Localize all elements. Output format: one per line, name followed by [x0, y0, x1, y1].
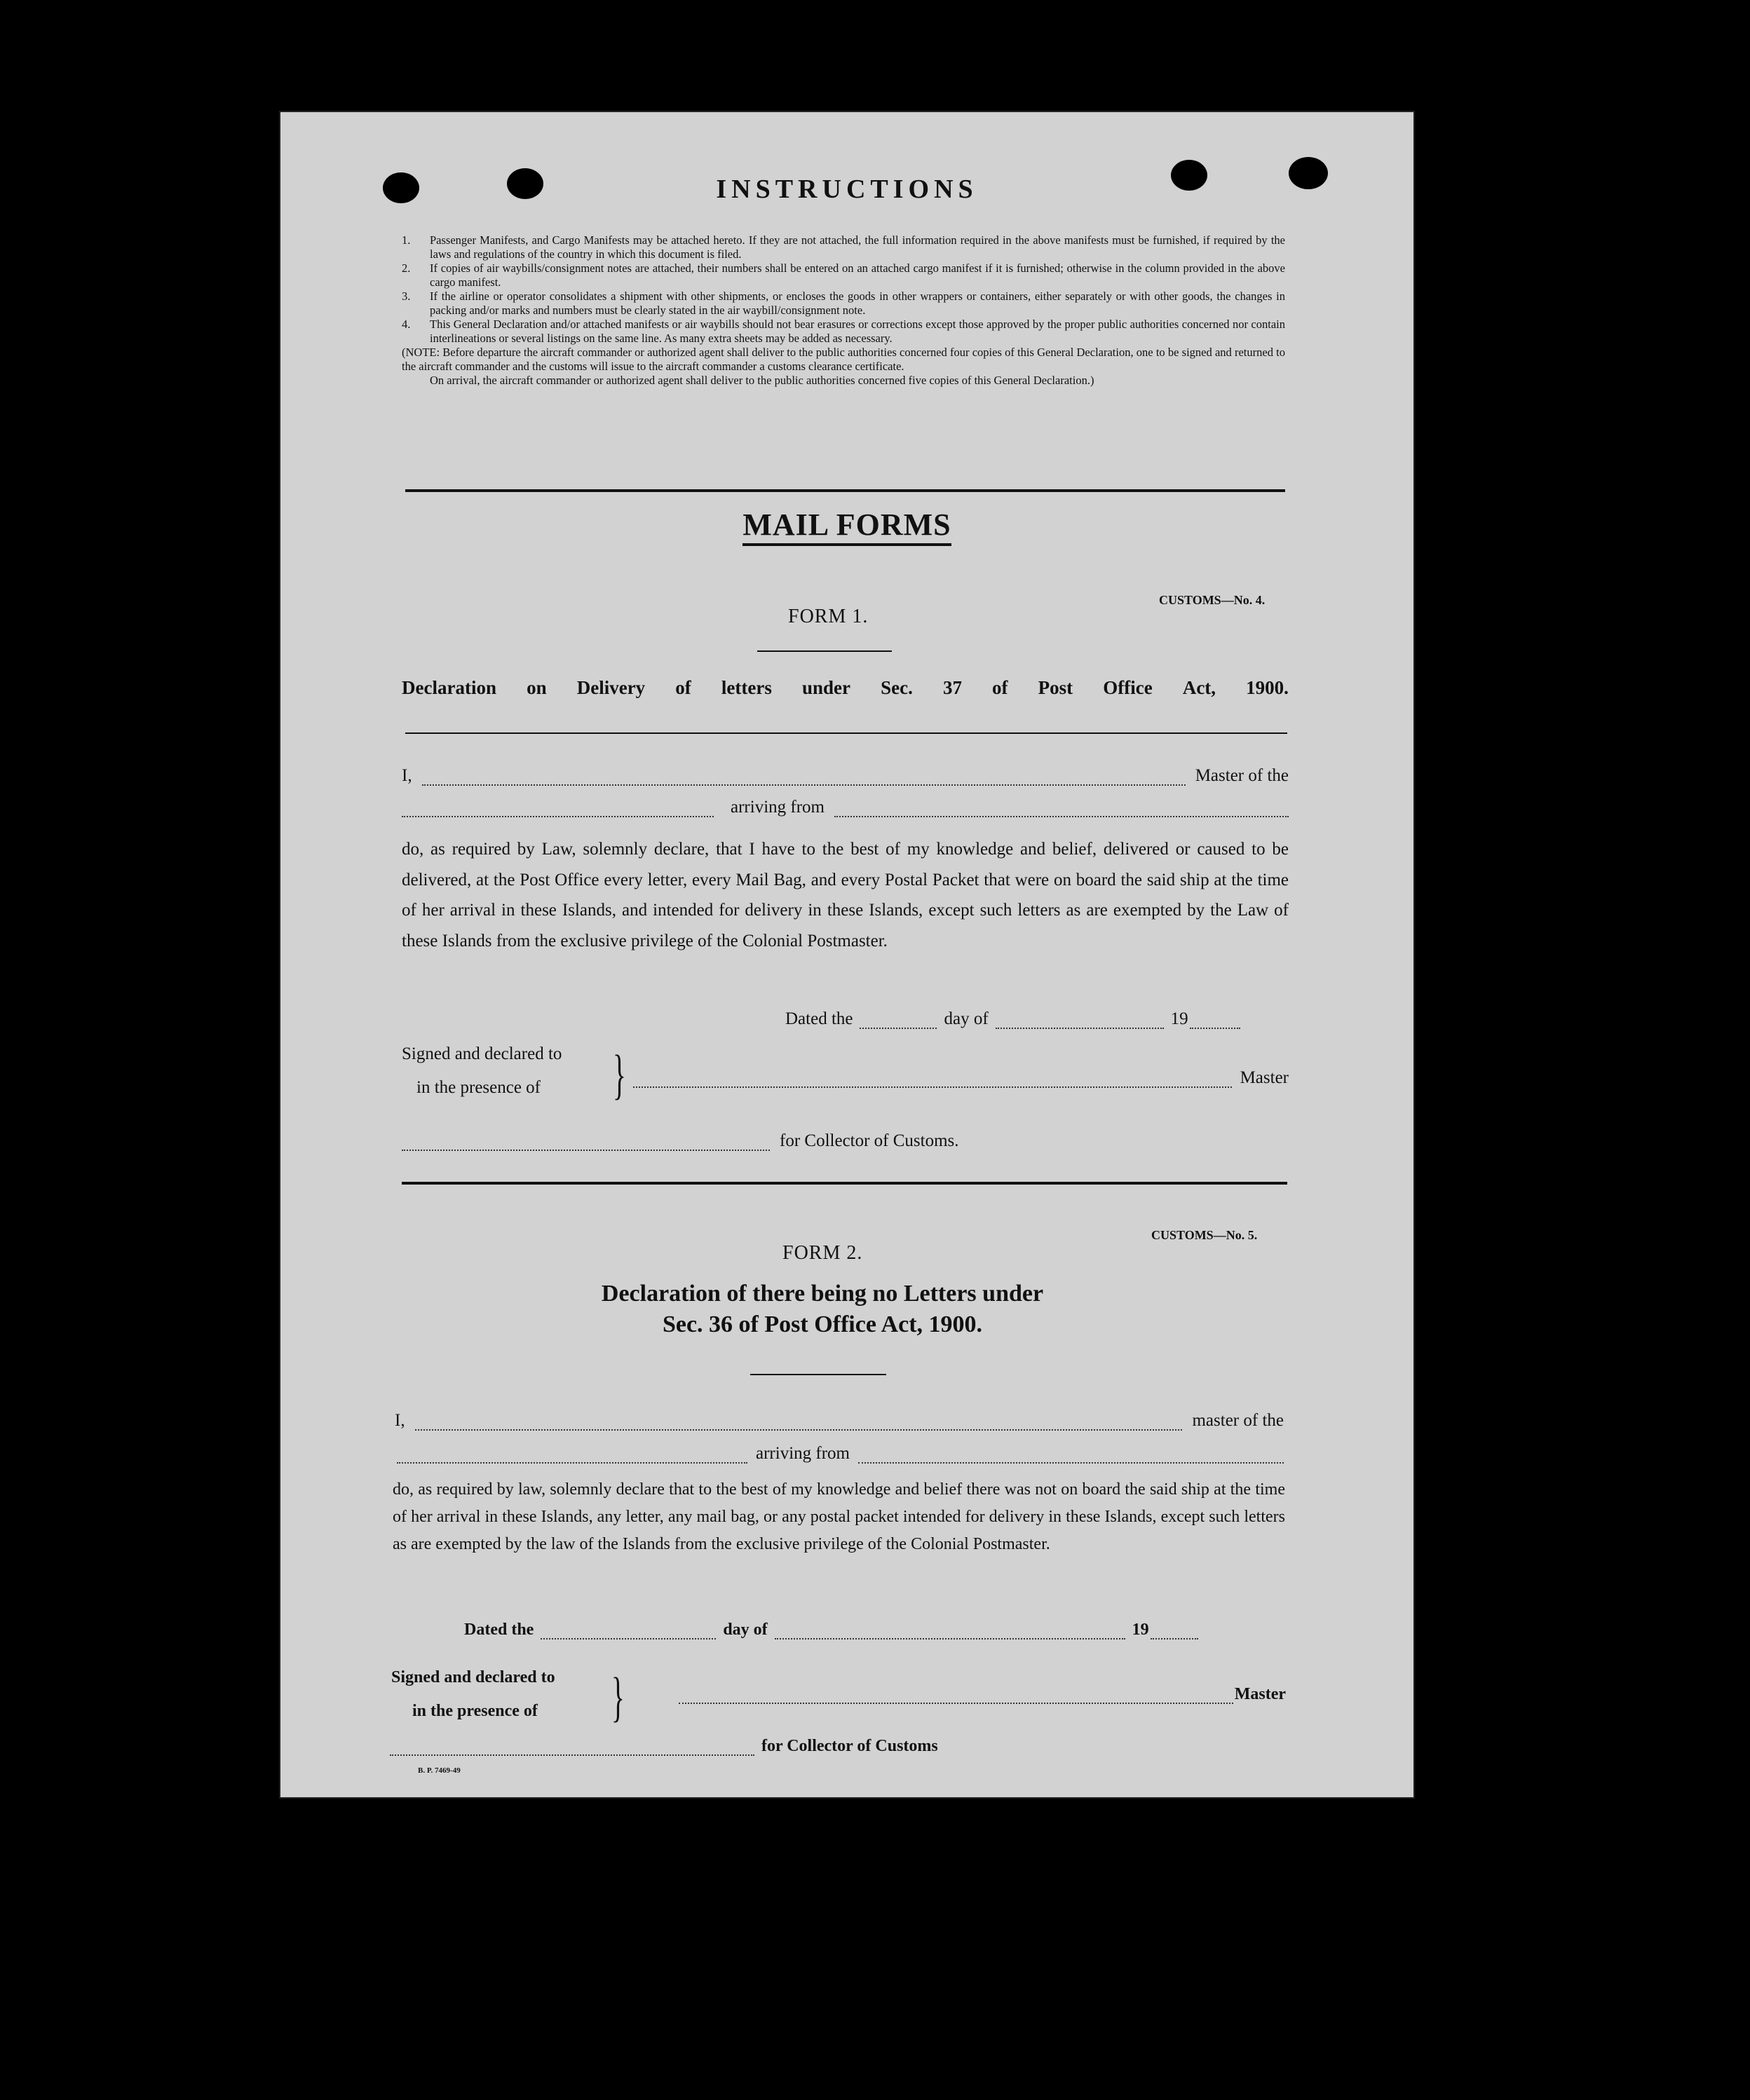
- master-signature-field[interactable]: [633, 1074, 1232, 1088]
- form2-heading: FORM 2.: [782, 1242, 863, 1264]
- document-page: [279, 111, 1415, 1799]
- instruction-item: 3. If the airline or operator consolidates a shipment with other shipments, or encloses the goods in other wrappers or containers, either separately or with other goods, the changes in packing and/or marks and numbers must be clearly stated in the air waybill/consignment note.: [402, 289, 1285, 317]
- form2-arriving-line: arriving from: [397, 1444, 1284, 1464]
- form1-body: do, as required by Law, solemnly declare, that I have to the best of my knowledge and belief, delivered or caused to be delivered, at the Post Office every letter, every Mail Bag, and every Postal Packet that were on board the said ship at the time of her arrival in these Islands, and intended for delivery in these Islands, except such letters as are exempted by the Law of these Islands from the exclusive privilege of the Colonial Postmaster.: [402, 840, 1289, 950]
- form2-master-signature-line: Master: [679, 1685, 1286, 1704]
- day-field[interactable]: [860, 1015, 937, 1029]
- form2-collector-line: for Collector of Customs: [390, 1737, 938, 1756]
- arriving-from-field[interactable]: [858, 1450, 1284, 1464]
- form1-declaration-title: Declaration on Delivery of letters under Sec. 37 of Post Office Act, 1900.: [402, 677, 1289, 698]
- form1-customs-number: CUSTOMS—No. 4.: [1159, 593, 1266, 607]
- arriving-from-field[interactable]: [834, 803, 1289, 817]
- form2-dated-line: Dated the day of 19: [464, 1621, 1286, 1639]
- instruction-item: 4. This General Declaration and/or attached manifests or air waybills should not bear erasures or corrections except those approved by the proper public authorities concerned nor contain interlineations or several listings on the same line. As many extra sheets may be added as necessary.: [402, 318, 1285, 345]
- month-field[interactable]: [775, 1625, 1125, 1639]
- brace: }: [611, 1666, 625, 1727]
- divider: [750, 1374, 886, 1375]
- mail-forms-title: MAIL FORMS: [279, 507, 1415, 543]
- instructions-list: [402, 233, 1285, 388]
- ship-name-field[interactable]: [397, 1450, 747, 1464]
- collector-signature-field[interactable]: [402, 1137, 770, 1151]
- print-code: B. P. 7469-49: [418, 1766, 461, 1775]
- form1-master-line: I, Master of the: [402, 766, 1289, 785]
- year-field[interactable]: [1190, 1015, 1240, 1029]
- form2-signed-label: Signed and declared to: [391, 1668, 555, 1686]
- instructions-title: INSTRUCTIONS: [716, 175, 978, 204]
- divider: [757, 650, 892, 652]
- divider: [402, 1182, 1287, 1185]
- master-name-field[interactable]: [422, 772, 1186, 786]
- divider: [405, 489, 1285, 492]
- master-signature-field[interactable]: [679, 1690, 1233, 1704]
- form1-signed-label: Signed and declared to: [402, 1044, 562, 1063]
- form2-customs-number: CUSTOMS—No. 5.: [1151, 1228, 1258, 1242]
- instruction-note-2: On arrival, the aircraft commander or authorized agent shall deliver to the public authorities concerned five copies of this General Declaration.): [430, 374, 1094, 387]
- master-name-field[interactable]: [415, 1417, 1183, 1431]
- form1-presence-label: in the presence of: [416, 1078, 541, 1097]
- form1-collector-line: for Collector of Customs.: [402, 1131, 959, 1151]
- instruction-item: 2. If copies of air waybills/consignment notes are attached, their numbers shall be entered on an attached cargo manifest if it is furnished; otherwise in the column provided in the above cargo manifest.: [402, 261, 1285, 289]
- year-field[interactable]: [1151, 1625, 1198, 1639]
- ship-name-field[interactable]: [402, 803, 714, 817]
- form2-master-line: I, master of the: [395, 1411, 1284, 1430]
- brace: }: [613, 1044, 626, 1105]
- form1-dated-line: Dated the day of 19: [785, 1009, 1289, 1029]
- form1-master-signature-line: Master: [633, 1068, 1289, 1088]
- form2-title: Declaration of there being no Letters under Sec. 36 of Post Office Act, 1900.: [601, 1281, 1044, 1337]
- day-field[interactable]: [541, 1625, 716, 1639]
- form2-presence-label: in the presence of: [412, 1702, 538, 1720]
- form1-heading: FORM 1.: [788, 606, 869, 627]
- month-field[interactable]: [996, 1015, 1164, 1029]
- collector-signature-field[interactable]: [390, 1742, 754, 1756]
- divider: [405, 732, 1287, 734]
- form2-body: do, as required by law, solemnly declare that to the best of my knowledge and belief there was not on board the said ship at the time of her arrival in these Islands, any letter, any mail bag, or any postal packet intended for delivery in these Islands, except such letters as are exempted by the law of the Islands from the exclusive privilege of the Colonial Postmaster.: [393, 1480, 1285, 1553]
- instruction-note: (NOTE: Before departure the aircraft commander or authorized agent shall deliver to the public authorities concerned four copies of this General Declaration, one to be signed and returned to the aircraft commander and the customs will issue to the aircraft commander a customs clearance certificate.: [402, 346, 1285, 373]
- instruction-item: 1. Passenger Manifests, and Cargo Manifests may be attached hereto. If they are not attached, the full information required in the above manifests must be furnished, if required by the laws and regulations of the country in which this document is filed.: [402, 233, 1285, 261]
- form1-arriving-line: arriving from: [402, 798, 1289, 817]
